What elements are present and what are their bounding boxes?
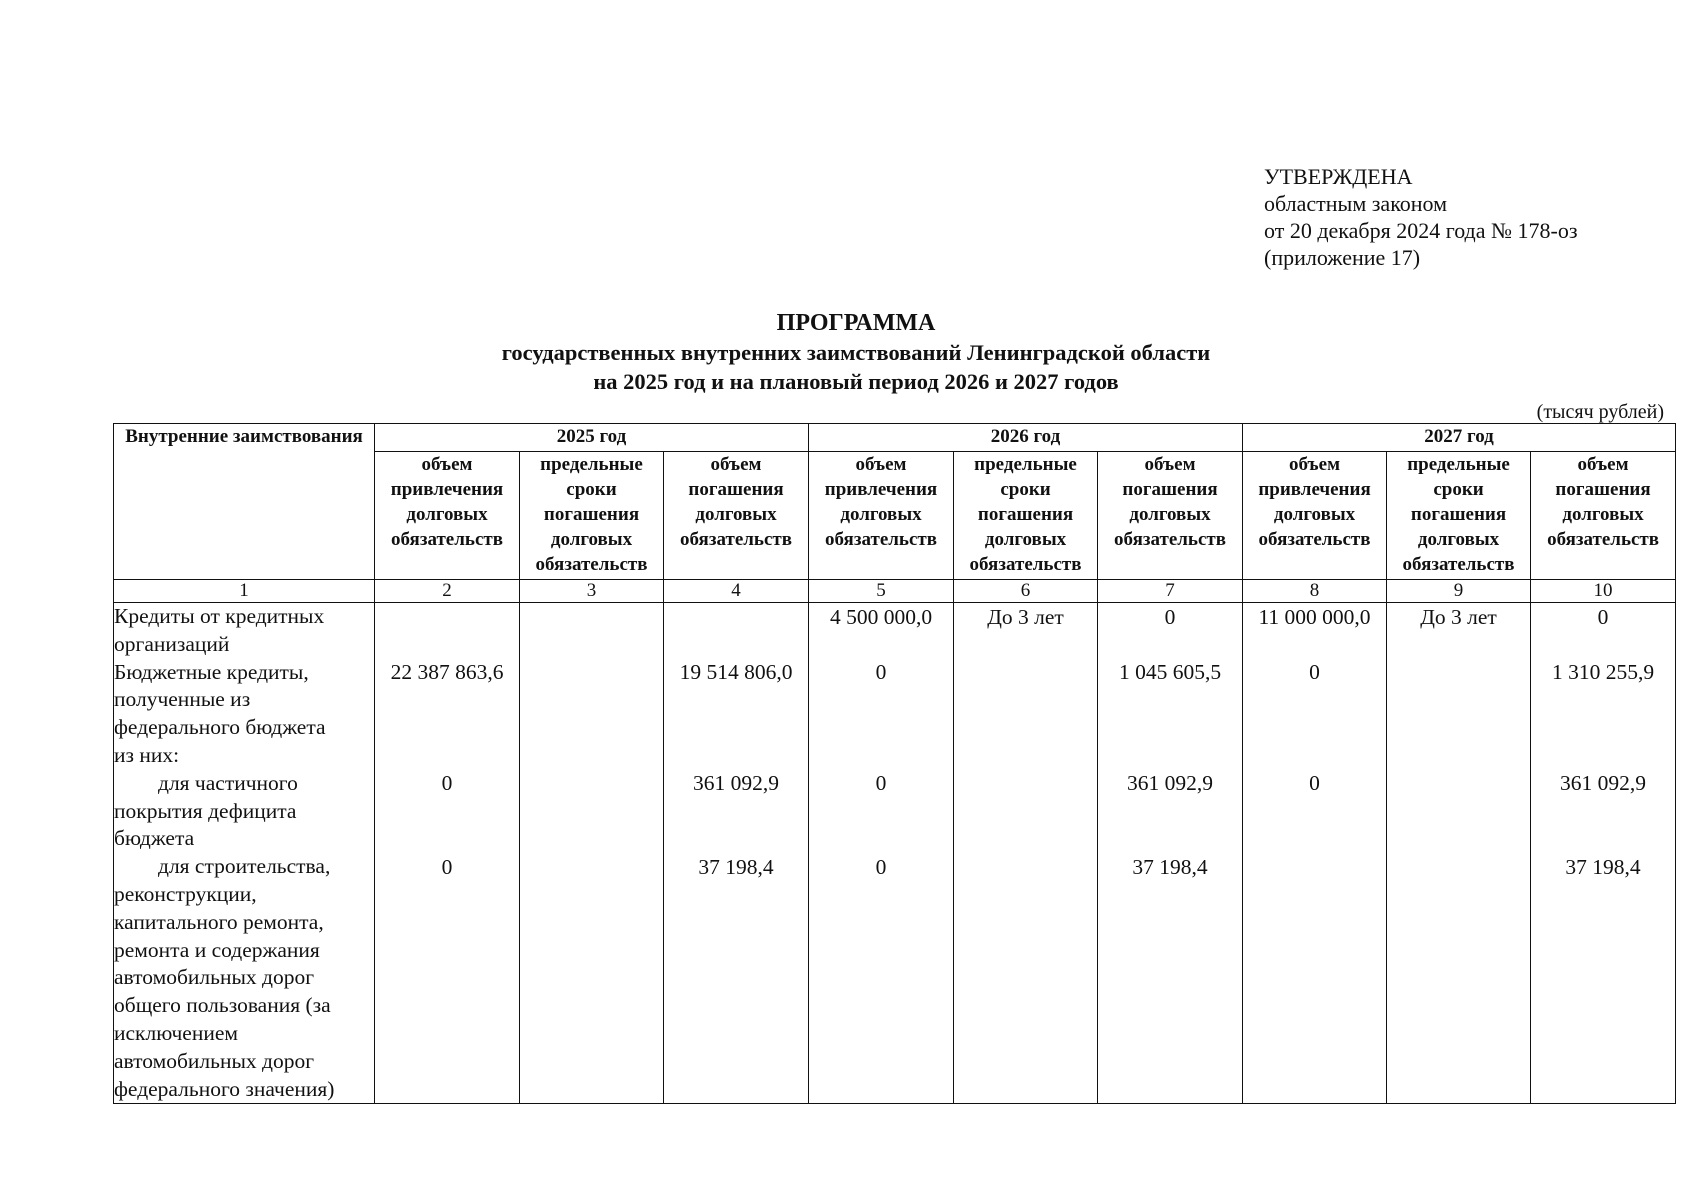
column-number: 4 [664,580,809,603]
values-column-2 [375,603,520,1104]
table-cell-value: 0 [1164,604,1176,629]
approval-stamp [1264,163,1578,271]
row-name-credit-organizations: Кредиты от кредитных организаций [114,604,325,656]
table-cell-value: 37 198,4 [1565,854,1641,879]
table-cell-value: 361 092,9 [1560,771,1647,796]
row-sub-label: из них: [114,742,180,767]
table-cell-value: 37 198,4 [1132,854,1208,879]
table-cell-value: 0 [1597,604,1609,629]
header-2025-terms: предельные сроки погашения долговых обязательств [520,452,664,580]
approval-line-1: УТВЕРЖДЕНА [1264,164,1413,189]
values-column-10 [1531,603,1676,1104]
header-2025-attraction: объем привлечения долговых обязательств [375,452,520,580]
approval-line-4: (приложение 17) [1264,245,1421,270]
values-column-4 [664,603,809,1104]
column-number: 10 [1531,580,1676,603]
header-internal-borrowings: Внутренние заимствования [114,424,375,580]
values-column-6 [954,603,1098,1104]
table-cell-value: До 3 лет [987,604,1064,629]
column-number: 2 [375,580,520,603]
table-cell-value: 361 092,9 [1127,771,1214,796]
header-2027-attraction: объем привлечения долговых обязательств [1243,452,1387,580]
table-cell-value: 4 500 000,0 [829,604,933,629]
row-name-deficit-coverage: для частичного покрытия дефицита бюджета [114,770,298,851]
document-subtitle-2: на 2025 год и на плановый период 2026 и 2027 годов [593,369,1119,394]
column-number: 3 [520,580,664,603]
table-cell-value: 11 000 000,0 [1258,604,1371,629]
column-number: 9 [1387,580,1531,603]
table-cell-value: 0 [875,660,887,685]
table-cell-value: 0 [1309,660,1320,685]
table-cell-value: 37 198,4 [698,854,774,879]
table-cell-value: 0 [441,854,453,879]
header-2026-attraction: объем привлечения долговых обязательств [809,452,954,580]
table-cell-value: До 3 лет [1420,604,1497,629]
row-name-road-construction: для строительства, реконструкции, капитального ремонта, ремонта и содержания автомобильных дорог общего пользования (за исключением автомобильных дорог федерального значения) [114,854,335,1101]
table-cell-value: 1 045 605,5 [1118,660,1222,685]
header-2026-terms: предельные сроки погашения долговых обязательств [954,452,1098,580]
table-cell-value: 0 [1309,771,1320,796]
table-cell-value: 1 310 255,9 [1551,660,1655,685]
column-number: 7 [1098,580,1243,603]
header-year-2026: 2026 год [809,424,1243,452]
values-column-8 [1243,603,1387,1104]
table-cell-value: 22 387 863,6 [390,660,504,685]
borrowing-names-cell [114,603,375,1104]
column-number: 6 [954,580,1098,603]
table-cell-value: 0 [875,854,887,879]
document-subtitle-1: государственных внутренних заимствований Ленинградской области [501,340,1211,365]
values-column-9 [1387,603,1531,1104]
column-number: 8 [1243,580,1387,603]
values-column-7 [1098,603,1243,1104]
table-cell-value: 19 514 806,0 [679,660,793,685]
row-name-budget-credits: Бюджетные кредиты, полученные из федерального бюджета [114,659,326,740]
header-2025-repayment: объем погашения долговых обязательств [664,452,809,580]
header-year-2027: 2027 год [1243,424,1676,452]
header-2027-terms: предельные сроки погашения долговых обязательств [1387,452,1531,580]
table-body-row [114,603,1676,1104]
header-2026-repayment: объем погашения долговых обязательств [1098,452,1243,580]
units-note: (тысяч рублей) [1536,401,1664,423]
approval-line-3: от 20 декабря 2024 года № 178-оз [1264,218,1578,243]
header-2027-repayment: объем погашения долговых обязательств [1531,452,1676,580]
values-column-3 [520,603,664,1104]
document-heading [0,309,1697,396]
table-cell-value: 361 092,9 [693,771,779,796]
column-number: 5 [809,580,954,603]
column-number: 1 [114,580,375,603]
document-title: ПРОГРАММА [776,310,936,336]
values-column-5 [809,603,954,1104]
approval-line-2: областным законом [1264,191,1448,216]
header-year-2025: 2025 год [375,424,809,452]
borrowing-program-table [113,423,1676,1104]
table-cell-value: 0 [441,771,453,796]
table-cell-value: 0 [875,771,887,796]
column-numbers-row [114,580,1676,603]
